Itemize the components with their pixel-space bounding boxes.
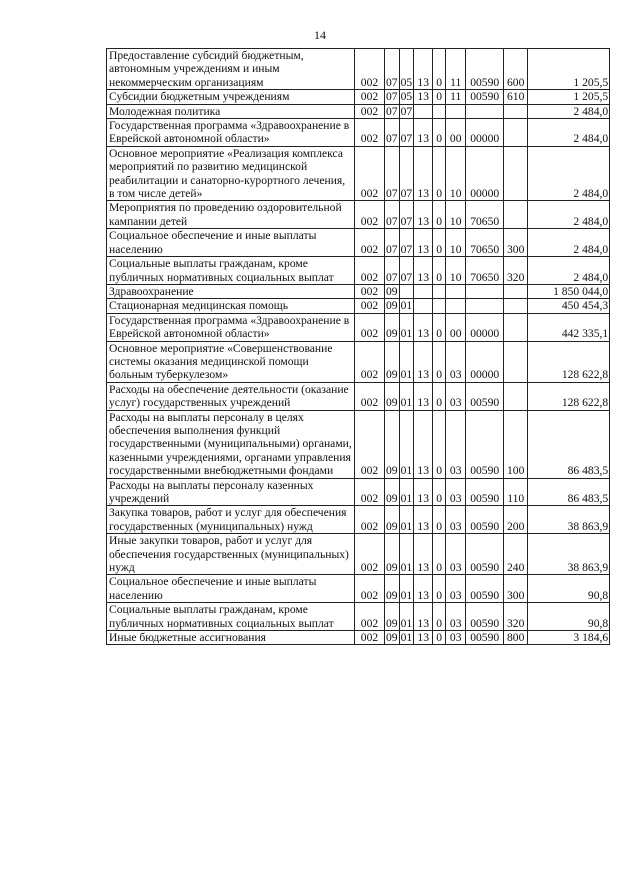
subsection-code: 05 — [400, 90, 413, 104]
program-code-part3: 03 — [446, 410, 466, 478]
program-code-part3: 10 — [446, 229, 466, 257]
expense-type-code: 300 — [504, 575, 528, 603]
program-code-part4: 00590 — [466, 90, 504, 104]
program-code-part1: 13 — [414, 119, 433, 147]
ministry-code: 002 — [355, 201, 385, 229]
program-code-part1: 13 — [414, 146, 433, 201]
table-row — [107, 119, 610, 147]
program-code-part4: 00590 — [466, 631, 504, 645]
subsection-code: 01 — [399, 506, 414, 534]
ministry-code: 002 — [355, 104, 385, 118]
subsection-code: 07 — [400, 104, 413, 118]
row-name: Молодежная политика — [107, 104, 355, 118]
amount: 2 484,0 — [528, 104, 610, 118]
section-code: 07 — [385, 119, 400, 147]
table-row — [107, 382, 610, 410]
program-code-part2: 0 — [433, 49, 446, 90]
row-name: Иные закупки товаров, работ и услуг для обеспечения государственных (муниципальных) нужд — [107, 534, 355, 575]
row-name: Социальные выплаты гражданам, кроме публичных нормативных социальных выплат — [107, 257, 355, 285]
table-row — [107, 575, 610, 603]
subsection-code: 01 — [399, 410, 414, 478]
subsection-code: 01 — [399, 575, 414, 603]
amount: 90,8 — [528, 603, 610, 631]
program-code-part1: 13 — [414, 313, 433, 341]
row-name: Основное мероприятие «Реализация комплекса мероприятий по развитию медицинской реабилитации и санаторно-курортного лечения, в том числе детей» — [107, 146, 355, 201]
section-code: 09 — [385, 410, 400, 478]
table-row — [107, 341, 610, 382]
subsection-code: 01 — [399, 603, 414, 631]
program-code-part2: 0 — [433, 603, 446, 631]
program-code-part4 — [466, 284, 504, 298]
row-name: Социальное обеспечение и иные выплаты населению — [107, 575, 355, 603]
program-code-part1: 13 — [414, 631, 433, 645]
program-code-part3: 00 — [446, 313, 466, 341]
program-code-part2: 0 — [433, 146, 446, 201]
program-code-part1: 13 — [414, 341, 433, 382]
section-code: 07 — [385, 257, 400, 285]
table-row — [107, 90, 610, 104]
row-name: Здравоохранение — [107, 284, 355, 298]
table-row — [107, 257, 610, 285]
subsection-code: 05 — [399, 49, 414, 90]
program-code-part1: 13 — [414, 410, 433, 478]
expense-type-code — [504, 313, 528, 341]
section-code: 07 — [385, 229, 400, 257]
expense-type-code: 800 — [504, 631, 528, 645]
row-name: Основное мероприятие «Совершенствование системы оказания медицинской помощи больным туберкулезом» — [107, 341, 355, 382]
program-code-part4: 70650 — [466, 201, 504, 229]
ministry-code: 002 — [355, 229, 385, 257]
subsection-code: 01 — [399, 382, 414, 410]
program-code-part4: 00590 — [466, 506, 504, 534]
program-code-part2 — [433, 284, 446, 298]
section-code: 09 — [385, 534, 400, 575]
program-code-part4: 00590 — [466, 382, 504, 410]
subsection-code: 01 — [399, 313, 414, 341]
program-code-part2 — [433, 104, 446, 118]
table-row — [107, 603, 610, 631]
subsection-code: 07 — [399, 146, 414, 201]
budget-table-body — [107, 49, 610, 645]
section-code: 09 — [385, 341, 400, 382]
program-code-part1: 13 — [414, 478, 433, 506]
table-row — [107, 299, 610, 313]
table-row — [107, 506, 610, 534]
program-code-part3: 10 — [446, 146, 466, 201]
ministry-code: 002 — [355, 631, 385, 645]
program-code-part3: 03 — [446, 631, 466, 645]
table-row — [107, 410, 610, 478]
program-code-part4: 70650 — [466, 257, 504, 285]
section-code: 07 — [385, 49, 400, 90]
ministry-code: 002 — [355, 146, 385, 201]
section-code: 09 — [385, 382, 400, 410]
ministry-code: 002 — [355, 284, 385, 298]
ministry-code: 002 — [355, 478, 385, 506]
program-code-part2: 0 — [433, 631, 446, 645]
program-code-part2: 0 — [433, 257, 446, 285]
program-code-part1 — [414, 284, 433, 298]
amount: 2 484,0 — [528, 229, 610, 257]
program-code-part1: 13 — [414, 49, 433, 90]
program-code-part3 — [446, 104, 466, 118]
program-code-part3: 11 — [446, 49, 466, 90]
program-code-part2: 0 — [433, 575, 446, 603]
table-row — [107, 313, 610, 341]
expense-type-code: 200 — [504, 506, 528, 534]
program-code-part4: 00590 — [466, 603, 504, 631]
expense-type-code: 300 — [504, 229, 528, 257]
row-name: Социальные выплаты гражданам, кроме публичных нормативных социальных выплат — [107, 603, 355, 631]
table-row — [107, 104, 610, 118]
program-code-part1: 13 — [414, 229, 433, 257]
program-code-part1: 13 — [414, 257, 433, 285]
expense-type-code — [504, 284, 528, 298]
section-code: 09 — [385, 575, 400, 603]
expense-type-code: 600 — [504, 49, 528, 90]
program-code-part4: 00590 — [466, 575, 504, 603]
expense-type-code: 100 — [504, 410, 528, 478]
program-code-part3: 03 — [446, 382, 466, 410]
ministry-code: 002 — [355, 299, 385, 313]
program-code-part1: 13 — [414, 90, 433, 104]
budget-table — [106, 48, 610, 645]
ministry-code: 002 — [355, 575, 385, 603]
program-code-part1: 13 — [414, 603, 433, 631]
program-code-part3: 10 — [446, 257, 466, 285]
row-name: Государственная программа «Здравоохранение в Еврейской автономной области» — [107, 119, 355, 147]
ministry-code: 002 — [355, 506, 385, 534]
program-code-part2: 0 — [433, 229, 446, 257]
amount: 2 484,0 — [528, 119, 610, 147]
row-name: Государственная программа «Здравоохранение в Еврейской автономной области» — [107, 313, 355, 341]
expense-type-code — [504, 201, 528, 229]
section-code: 09 — [386, 299, 398, 313]
expense-type-code — [504, 299, 528, 313]
amount: 3 184,6 — [528, 631, 610, 645]
amount: 1 205,5 — [528, 49, 610, 90]
program-code-part3: 03 — [446, 603, 466, 631]
page-number: 14 — [314, 28, 326, 42]
ministry-code: 002 — [355, 603, 385, 631]
amount: 2 484,0 — [528, 257, 610, 285]
program-code-part4: 00000 — [466, 313, 504, 341]
ministry-code: 002 — [355, 49, 385, 90]
subsection-code: 01 — [399, 478, 414, 506]
program-code-part4: 00000 — [466, 341, 504, 382]
amount: 2 484,0 — [528, 201, 610, 229]
program-code-part4: 70650 — [466, 229, 504, 257]
section-code: 09 — [386, 631, 398, 645]
expense-type-code: 110 — [504, 478, 528, 506]
subsection-code — [399, 284, 414, 298]
row-name: Иные бюджетные ассигнования — [107, 631, 355, 645]
program-code-part3: 03 — [446, 534, 466, 575]
program-code-part1: 13 — [414, 382, 433, 410]
program-code-part1 — [414, 299, 433, 313]
section-code: 07 — [385, 201, 400, 229]
subsection-code: 01 — [399, 534, 414, 575]
program-code-part4: 00590 — [466, 534, 504, 575]
program-code-part2: 0 — [433, 478, 446, 506]
ministry-code: 002 — [355, 410, 385, 478]
program-code-part3: 03 — [446, 506, 466, 534]
program-code-part3 — [446, 284, 466, 298]
program-code-part4: 00590 — [466, 478, 504, 506]
program-code-part3: 03 — [446, 341, 466, 382]
amount: 450 454,3 — [528, 299, 610, 313]
amount: 90,8 — [528, 575, 610, 603]
table-row — [107, 229, 610, 257]
program-code-part4: 00000 — [466, 146, 504, 201]
program-code-part1: 13 — [414, 506, 433, 534]
subsection-code: 01 — [400, 299, 413, 313]
subsection-code: 07 — [399, 119, 414, 147]
program-code-part2: 0 — [433, 382, 446, 410]
expense-type-code: 320 — [504, 257, 528, 285]
program-code-part3: 00 — [446, 119, 466, 147]
amount: 1 205,5 — [528, 90, 610, 104]
table-row — [107, 284, 610, 298]
subsection-code: 07 — [399, 257, 414, 285]
section-code: 09 — [385, 506, 400, 534]
program-code-part2: 0 — [433, 119, 446, 147]
amount: 128 622,8 — [528, 382, 610, 410]
row-name: Расходы на обеспечение деятельности (оказание услуг) государственных учреждений — [107, 382, 355, 410]
ministry-code: 002 — [355, 257, 385, 285]
row-name: Мероприятия по проведению оздоровительной кампании детей — [107, 201, 355, 229]
row-name: Социальное обеспечение и иные выплаты населению — [107, 229, 355, 257]
program-code-part3: 03 — [446, 575, 466, 603]
program-code-part1: 13 — [414, 575, 433, 603]
program-code-part2: 0 — [433, 410, 446, 478]
program-code-part2: 0 — [433, 534, 446, 575]
amount: 38 863,9 — [528, 534, 610, 575]
program-code-part2: 0 — [433, 506, 446, 534]
amount: 86 483,5 — [528, 410, 610, 478]
program-code-part3 — [446, 299, 466, 313]
row-name: Предоставление субсидий бюджетным, автономным учреждениям и иным некоммерческим организациям — [107, 49, 355, 90]
program-code-part4 — [466, 104, 504, 118]
program-code-part1: 13 — [414, 201, 433, 229]
table-row — [107, 534, 610, 575]
table-row — [107, 478, 610, 506]
section-code: 07 — [386, 104, 398, 118]
amount: 442 335,1 — [528, 313, 610, 341]
table-row — [107, 201, 610, 229]
row-name: Расходы на выплаты персоналу казенных учреждений — [107, 478, 355, 506]
amount: 2 484,0 — [528, 146, 610, 201]
amount: 86 483,5 — [528, 478, 610, 506]
row-name: Стационарная медицинская помощь — [107, 299, 355, 313]
subsection-code: 01 — [399, 341, 414, 382]
expense-type-code: 240 — [504, 534, 528, 575]
program-code-part3: 11 — [446, 90, 466, 104]
section-code: 07 — [385, 146, 400, 201]
program-code-part3: 03 — [446, 478, 466, 506]
subsection-code: 01 — [400, 631, 413, 645]
program-code-part1: 13 — [414, 534, 433, 575]
expense-type-code — [504, 104, 528, 118]
section-code: 09 — [385, 478, 400, 506]
program-code-part4: 00590 — [466, 410, 504, 478]
section-code: 09 — [386, 284, 398, 298]
program-code-part2: 0 — [433, 341, 446, 382]
row-name: Расходы на выплаты персоналу в целях обеспечения выполнения функций государственными (муниципальными) органами, казенными учреждениями, органами управления государственными внебюджетными фондами — [107, 410, 355, 478]
ministry-code: 002 — [355, 119, 385, 147]
program-code-part2 — [433, 299, 446, 313]
ministry-code: 002 — [355, 382, 385, 410]
program-code-part2: 0 — [433, 90, 446, 104]
program-code-part4 — [466, 299, 504, 313]
amount: 128 622,8 — [528, 341, 610, 382]
expense-type-code — [504, 341, 528, 382]
expense-type-code — [504, 146, 528, 201]
row-name: Закупка товаров, работ и услуг для обеспечения государственных (муниципальных) нужд — [107, 506, 355, 534]
ministry-code: 002 — [355, 341, 385, 382]
amount: 1 850 044,0 — [528, 284, 610, 298]
table-row — [107, 49, 610, 90]
program-code-part4: 00000 — [466, 119, 504, 147]
subsection-code: 07 — [399, 201, 414, 229]
program-code-part3: 10 — [446, 201, 466, 229]
table-row — [107, 631, 610, 645]
expense-type-code — [504, 382, 528, 410]
section-code: 09 — [385, 313, 400, 341]
ministry-code: 002 — [355, 534, 385, 575]
table-row — [107, 146, 610, 201]
program-code-part2: 0 — [433, 201, 446, 229]
section-code: 07 — [386, 90, 398, 104]
section-code: 09 — [385, 603, 400, 631]
program-code-part2: 0 — [433, 313, 446, 341]
expense-type-code: 610 — [504, 90, 528, 104]
amount: 38 863,9 — [528, 506, 610, 534]
program-code-part1 — [414, 104, 433, 118]
ministry-code: 002 — [355, 90, 385, 104]
expense-type-code — [504, 119, 528, 147]
row-name: Субсидии бюджетным учреждениям — [107, 90, 355, 104]
subsection-code: 07 — [399, 229, 414, 257]
ministry-code: 002 — [355, 313, 385, 341]
expense-type-code: 320 — [504, 603, 528, 631]
program-code-part4: 00590 — [466, 49, 504, 90]
